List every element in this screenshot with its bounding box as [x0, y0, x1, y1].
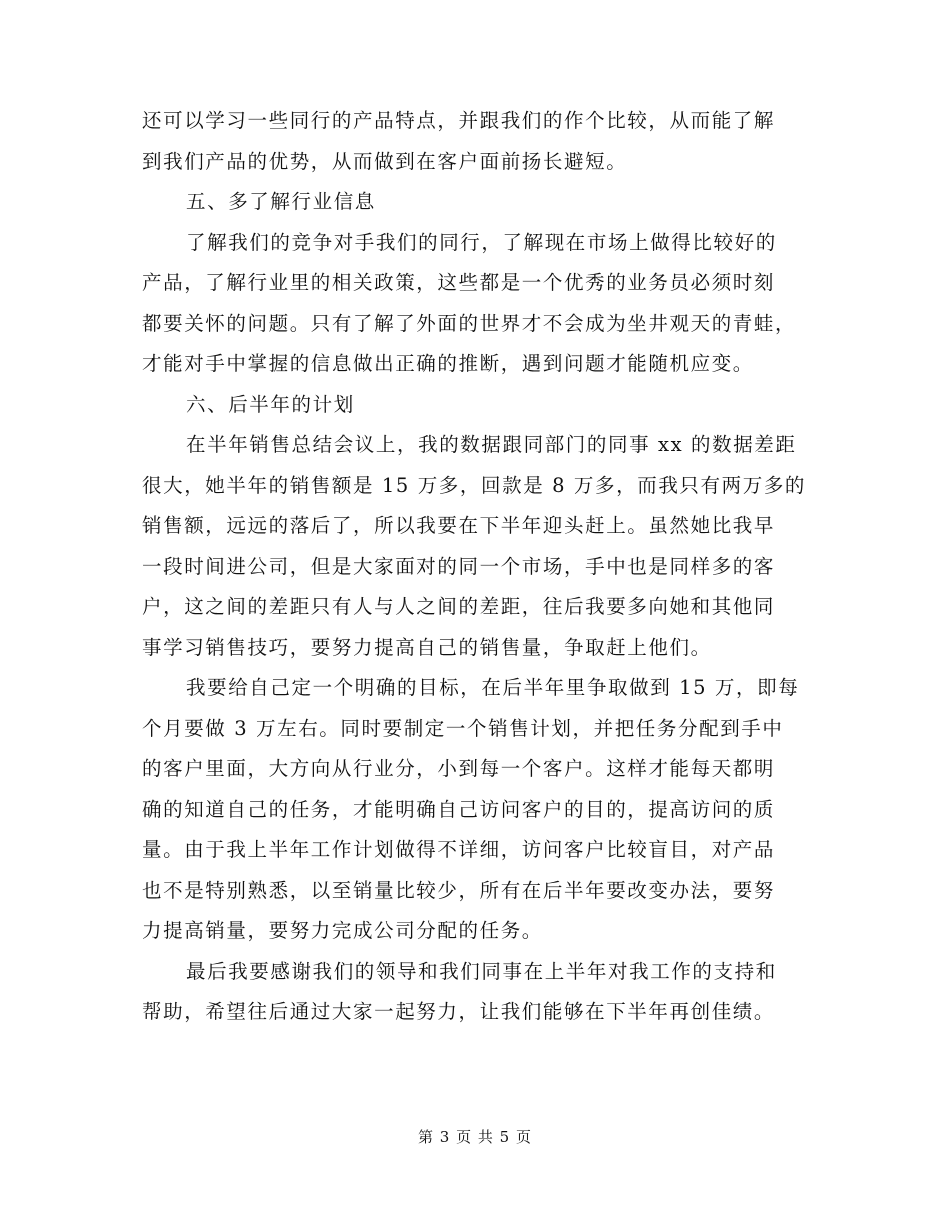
- text-line: 到我们产品的优势，从而做到在客户面前扬长避短。: [142, 149, 628, 173]
- text-line: 最后我要感谢我们的领导和我们同事在上半年对我工作的支持和: [186, 959, 777, 983]
- text-line: 销售额，远远的落后了，所以我要在下半年迎头赶上。虽然她比我早: [142, 514, 776, 537]
- text-line: 才能对手中掌握的信息做出正确的推断，遇到问题才能随机应变。: [142, 352, 754, 375]
- text-line: 很大，她半年的销售额是 15 万多，回款是 8 万多，而我只有两万多的: [142, 473, 807, 497]
- text-line: 的客户里面，大方向从行业分，小到每一个客户。这样才能每天都明: [142, 757, 776, 780]
- text-line: 个月要做 3 万左右。同时要制定一个销售计划，并把任务分配到手中: [142, 716, 784, 740]
- text-line: 也不是特别熟悉，以至销量比较少，所有在后半年要改变办法，要努: [142, 878, 776, 902]
- text-line: 确的知道自己的任务，才能明确自己访问客户的目的，提高访问的质: [142, 797, 776, 821]
- text-line: 量。由于我上半年工作计划做得不详细，访问客户比较盲目，对产品: [142, 838, 776, 861]
- text-line: 事学习销售技巧，要努力提高自己的销售量，争取赶上他们。: [142, 635, 712, 659]
- document-body: [142, 101, 806, 1033]
- text-line: 产品，了解行业里的相关政策，这些都是一个优秀的业务员必须时刻: [142, 271, 776, 294]
- text-line: 一段时间进公司，但是大家面对的同一个市场，手中也是同样多的客: [142, 554, 776, 578]
- section-heading: 五、多了解行业信息: [186, 190, 376, 213]
- text-line: 户，这之间的差距只有人与人之间的差距，往后我要多向她和其他同: [142, 595, 776, 618]
- text-line: 还可以学习一些同行的产品特点，并跟我们的作个比较，从而能了解: [142, 109, 776, 132]
- text-line: 我要给自己定一个明确的目标，在后半年里争取做到 15 万，即每: [186, 676, 800, 699]
- text-line: 力提高销量，要努力完成公司分配的任务。: [142, 919, 543, 942]
- page-number-footer: 第 3 页 共 5 页: [418, 1128, 532, 1146]
- text-line: 都要关怀的问题。只有了解了外面的世界才不会成为坐井观天的青蛙，: [142, 311, 797, 335]
- text-line: 了解我们的竞争对手我们的同行，了解现在市场上做得比较好的: [186, 230, 777, 254]
- text-line: 帮助，希望往后通过大家一起努力，让我们能够在下半年再创佳绩。: [142, 1000, 776, 1023]
- section-heading: 六、后半年的计划: [186, 392, 355, 416]
- text-line: 在半年销售总结会议上，我的数据跟同部门的同事 xx 的数据差距: [186, 433, 797, 456]
